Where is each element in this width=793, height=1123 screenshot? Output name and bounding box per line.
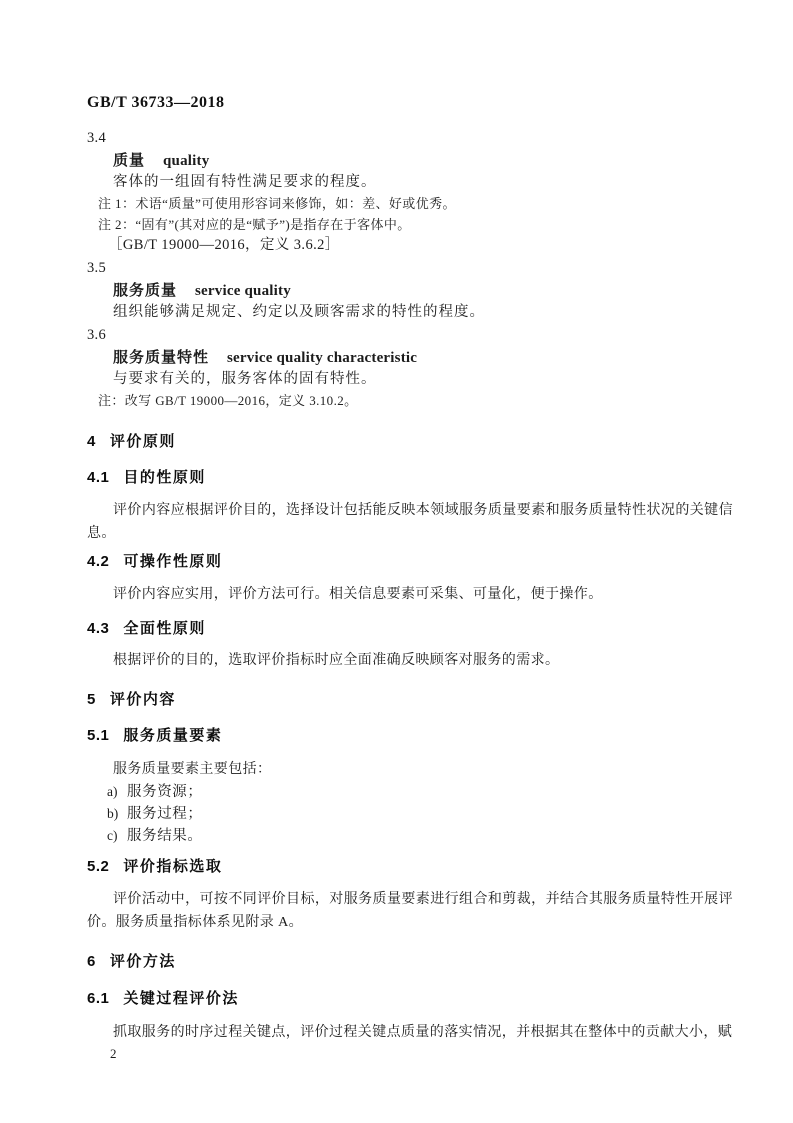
clause-title: 评价指标选取 bbox=[123, 858, 223, 875]
term-number: 3.4 bbox=[87, 130, 107, 146]
clause-title: 关键过程评价法 bbox=[123, 990, 239, 1007]
term-definition: 与要求有关的，服务客体的固有特性。 bbox=[113, 371, 377, 387]
clause-heading-4 bbox=[87, 431, 733, 452]
term-number: 3.5 bbox=[87, 260, 107, 276]
list-text: 服务结果。 bbox=[127, 828, 203, 844]
clause-title: 评价原则 bbox=[109, 433, 176, 450]
term-title-en: quality bbox=[163, 153, 210, 169]
clause-paragraph: 抓取服务的时序过程关键点，评价过程关键点质量的落实情况，并根据其在整体中的贡献大小，赋 bbox=[113, 1025, 733, 1040]
list-item-b bbox=[107, 803, 733, 825]
clause-number: 5.2 bbox=[87, 858, 110, 875]
term-title-cn: 服务质量 bbox=[113, 282, 178, 299]
term-note-2: 注 2：“固有”(其对应的是“赋予”)是指存在于客体中。 bbox=[98, 217, 411, 232]
clause-paragraph: 评价活动中，可按不同评价目标，对服务质量要素进行组合和剪裁，并结合其服务质量特性开展评价。服务质量指标体系见附录 A。 bbox=[87, 892, 733, 930]
clause-title: 全面性原则 bbox=[123, 620, 206, 637]
clause-number: 4.1 bbox=[87, 469, 110, 486]
list-marker: a) bbox=[107, 784, 118, 799]
clause-heading-4-1 bbox=[87, 467, 733, 488]
clause-heading-6-1 bbox=[87, 988, 733, 1009]
clause-number: 4 bbox=[87, 433, 96, 450]
clause-title: 服务质量要素 bbox=[123, 727, 223, 744]
clause-number: 6 bbox=[87, 953, 96, 970]
clause-number: 4.3 bbox=[87, 620, 110, 637]
term-number: 3.6 bbox=[87, 327, 107, 343]
list-marker: b) bbox=[107, 806, 119, 821]
clause-heading-4-2 bbox=[87, 551, 733, 572]
clause-number: 6.1 bbox=[87, 990, 110, 1007]
clause-heading-5-2 bbox=[87, 856, 733, 877]
list-text: 服务过程； bbox=[127, 806, 203, 822]
term-note: 注：改写 GB/T 19000—2016，定义 3.10.2。 bbox=[98, 393, 358, 408]
clause-heading-5 bbox=[87, 689, 733, 710]
term-title-en: service quality bbox=[195, 283, 291, 299]
term-title bbox=[113, 280, 733, 302]
term-title bbox=[113, 347, 733, 369]
list-item-a bbox=[107, 781, 733, 803]
clause-paragraph: 服务质量要素主要包括： bbox=[113, 762, 272, 777]
clause-number: 5.1 bbox=[87, 727, 110, 744]
list-marker: c) bbox=[107, 828, 118, 843]
clause-number: 4.2 bbox=[87, 553, 110, 570]
term-title-cn: 服务质量特性 bbox=[113, 349, 210, 366]
clause-title: 可操作性原则 bbox=[123, 553, 223, 570]
clause-title: 评价方法 bbox=[109, 953, 176, 970]
clause-heading-4-3 bbox=[87, 618, 733, 639]
term-title-cn: 质量 bbox=[113, 152, 146, 169]
term-section-3-5 bbox=[87, 258, 733, 323]
list-item-c bbox=[107, 825, 733, 847]
clause-paragraph: 评价内容应根据评价目的，选择设计包括能反映本领域服务质量要素和服务质量特性状况的关键信息。 bbox=[87, 503, 733, 541]
term-source-reference: ［GB/T 19000—2016，定义 3.6.2］ bbox=[108, 237, 340, 253]
term-title bbox=[113, 150, 733, 172]
term-section-3-6 bbox=[87, 325, 733, 411]
clause-paragraph: 评价内容应实用，评价方法可行。相关信息要素可采集、可量化，便于操作。 bbox=[113, 587, 603, 602]
clause-title: 目的性原则 bbox=[123, 469, 206, 486]
clause-paragraph: 根据评价的目的，选取评价指标时应全面准确反映顾客对服务的需求。 bbox=[113, 653, 560, 668]
clause-heading-6 bbox=[87, 951, 733, 972]
term-note-1: 注 1：术语“质量”可使用形容词来修饰，如：差、好或优秀。 bbox=[98, 196, 456, 211]
clause-heading-5-1 bbox=[87, 725, 733, 746]
term-definition: 客体的一组固有特性满足要求的程度。 bbox=[113, 174, 377, 190]
clause-title: 评价内容 bbox=[109, 691, 176, 708]
list-text: 服务资源； bbox=[127, 784, 203, 800]
term-section-3-4 bbox=[87, 128, 733, 256]
term-definition: 组织能够满足规定、约定以及顾客需求的特性的程度。 bbox=[113, 304, 485, 320]
page-number: 2 bbox=[110, 1046, 117, 1061]
term-title-en: service quality characteristic bbox=[227, 350, 418, 366]
standard-code: GB/T 36733—2018 bbox=[87, 94, 225, 111]
clause-number: 5 bbox=[87, 691, 96, 708]
